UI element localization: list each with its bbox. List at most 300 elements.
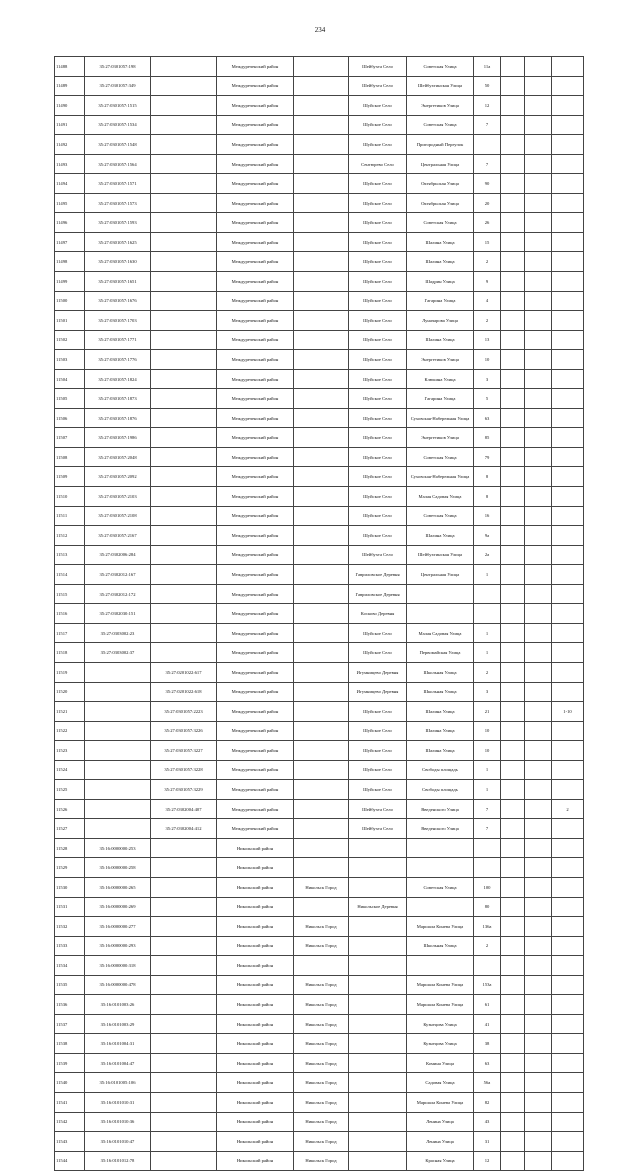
cadastral-number-alt-cell (151, 506, 217, 526)
cadastral-number-alt-cell (151, 115, 217, 135)
street-cell: Шалина Улица (407, 232, 474, 252)
extra-cell (525, 506, 552, 526)
apartment-cell (552, 487, 584, 507)
apartment-cell (552, 662, 584, 682)
row-number-cell: 11533 (55, 936, 85, 956)
city-cell (294, 682, 349, 702)
street-cell: Луначарова Улица (407, 311, 474, 331)
extra-cell (525, 858, 552, 878)
cadastral-number-cell: 35:27:0301057:1703 (85, 311, 151, 331)
apartment-cell (552, 584, 584, 604)
cadastral-number-alt-cell (151, 838, 217, 858)
table-row (55, 760, 584, 780)
apartment-cell (552, 897, 584, 917)
settlement-cell: Никольское Деревня (349, 897, 407, 917)
table-row (55, 1053, 584, 1073)
extra-cell (525, 213, 552, 233)
street-cell: Малая Садовая Улица (407, 487, 474, 507)
extra-cell (525, 96, 552, 116)
apartment-cell (552, 877, 584, 897)
apartment-cell (552, 682, 584, 702)
table-row (55, 623, 584, 643)
city-cell (294, 154, 349, 174)
district-cell: Никольский район (217, 917, 294, 937)
row-number-cell: 11542 (55, 1112, 85, 1132)
house-cell: 1 (474, 780, 501, 800)
row-number-cell: 11530 (55, 877, 85, 897)
cadastral-number-alt-cell (151, 565, 217, 585)
settlement-cell (349, 1112, 407, 1132)
cadastral-number-cell: 35:27:0301057:198 (85, 57, 151, 77)
table-row (55, 447, 584, 467)
row-number-cell: 11522 (55, 721, 85, 741)
street-cell: Школьная Улица (407, 936, 474, 956)
table-row (55, 311, 584, 331)
extra-cell (525, 917, 552, 937)
house-cell: 85 (474, 428, 501, 448)
apartment-cell (552, 917, 584, 937)
cadastral-number-alt-cell (151, 526, 217, 546)
cadastral-number-cell: 35:16:0101004:31 (85, 1034, 151, 1054)
cadastral-number-alt-cell (151, 96, 217, 116)
table-row (55, 389, 584, 409)
row-number-cell: 11544 (55, 1151, 85, 1171)
city-cell: Никольск Город (294, 1014, 349, 1034)
city-cell (294, 819, 349, 839)
cadastral-number-cell: 35:27:0301057:1573 (85, 193, 151, 213)
building-cell (501, 330, 525, 350)
city-cell (294, 721, 349, 741)
cadastral-number-cell: 35:27:0301057:1548 (85, 135, 151, 155)
cadastral-number-cell: 35:27:0301057:1776 (85, 350, 151, 370)
city-cell: Никольск Город (294, 1132, 349, 1152)
extra-cell (525, 193, 552, 213)
district-cell: Междуреченский район (217, 76, 294, 96)
city-cell (294, 193, 349, 213)
street-cell: Маршала Конева Улица (407, 1092, 474, 1112)
apartment-cell (552, 760, 584, 780)
table-row (55, 956, 584, 976)
street-cell: Свободы площадь (407, 780, 474, 800)
cadastral-number-cell: 35:27:0301057:1630 (85, 252, 151, 272)
settlement-cell: Игумницево Деревня (349, 662, 407, 682)
apartment-cell (552, 57, 584, 77)
district-cell: Никольский район (217, 956, 294, 976)
table-row (55, 115, 584, 135)
cadastral-number-cell: 35:16:0000000:269 (85, 897, 151, 917)
building-cell (501, 447, 525, 467)
row-number-cell: 11493 (55, 154, 85, 174)
settlement-cell: Шуйское Село (349, 174, 407, 194)
cadastral-number-alt-cell (151, 154, 217, 174)
apartment-cell (552, 232, 584, 252)
house-cell: 31 (474, 1132, 501, 1152)
street-cell (407, 584, 474, 604)
cadastral-number-alt-cell: 35:27:0301057:3229 (151, 780, 217, 800)
cadastral-number-cell: 35:27:0301057:1876 (85, 408, 151, 428)
table-row (55, 584, 584, 604)
city-cell (294, 311, 349, 331)
extra-cell (525, 447, 552, 467)
settlement-cell: Сентюрево Село (349, 154, 407, 174)
building-cell (501, 213, 525, 233)
apartment-cell (552, 1073, 584, 1093)
extra-cell (525, 995, 552, 1015)
table-row (55, 662, 584, 682)
row-number-cell: 11543 (55, 1132, 85, 1152)
cadastral-number-alt-cell (151, 467, 217, 487)
settlement-cell: Шуйское Село (349, 232, 407, 252)
cadastral-number-alt-cell (151, 369, 217, 389)
building-cell (501, 252, 525, 272)
district-cell: Никольский район (217, 897, 294, 917)
table-row (55, 96, 584, 116)
cadastral-number-alt-cell: 35:27:0302004:412 (151, 819, 217, 839)
apartment-cell (552, 408, 584, 428)
house-cell: 8 (474, 467, 501, 487)
table-row (55, 174, 584, 194)
street-cell: Советская Улица (407, 115, 474, 135)
apartment-cell (552, 252, 584, 272)
row-number-cell: 11499 (55, 272, 85, 292)
district-cell: Междуреченский район (217, 741, 294, 761)
row-number-cell: 11534 (55, 956, 85, 976)
extra-cell (525, 291, 552, 311)
extra-cell (525, 154, 552, 174)
row-number-cell: 11488 (55, 57, 85, 77)
street-cell: Школьная Улица (407, 662, 474, 682)
street-cell: Гагарина Улица (407, 389, 474, 409)
cadastral-number-cell: 35:16:0101010:36 (85, 1112, 151, 1132)
settlement-cell (349, 1014, 407, 1034)
cadastral-number-alt-cell (151, 389, 217, 409)
city-cell (294, 799, 349, 819)
street-cell: Шалина Улица (407, 721, 474, 741)
building-cell (501, 936, 525, 956)
extra-cell (525, 545, 552, 565)
apartment-cell (552, 96, 584, 116)
building-cell (501, 389, 525, 409)
apartment-cell (552, 115, 584, 135)
cadastral-number-cell: 35:27:0301057:1534 (85, 115, 151, 135)
row-number-cell: 11515 (55, 584, 85, 604)
cadastral-number-cell (85, 682, 151, 702)
extra-cell (525, 428, 552, 448)
building-cell (501, 799, 525, 819)
street-cell: Красная Улица (407, 1151, 474, 1171)
house-cell: 10 (474, 741, 501, 761)
apartment-cell (552, 76, 584, 96)
cadastral-number-alt-cell (151, 57, 217, 77)
row-number-cell: 11529 (55, 858, 85, 878)
house-cell: 13 (474, 330, 501, 350)
house-cell: 41 (474, 1014, 501, 1034)
row-number-cell: 11523 (55, 741, 85, 761)
cadastral-number-alt-cell (151, 995, 217, 1015)
cadastral-number-cell: 35:27:0302006:284 (85, 545, 151, 565)
cadastral-number-alt-cell: 35:27:0201022:617 (151, 662, 217, 682)
house-cell: 9а (474, 526, 501, 546)
cadastral-number-alt-cell (151, 975, 217, 995)
city-cell (294, 447, 349, 467)
house-cell: 5 (474, 389, 501, 409)
street-cell: Маршала Конева Улица (407, 917, 474, 937)
settlement-cell: Шуйское Село (349, 408, 407, 428)
house-cell: 1 (474, 623, 501, 643)
cadastral-number-cell: 35:27:0302012:172 (85, 584, 151, 604)
settlement-cell: Шуйское Село (349, 467, 407, 487)
city-cell (294, 467, 349, 487)
cadastral-number-alt-cell: 35:27:0301057:3228 (151, 760, 217, 780)
street-cell: Гагарина Улица (407, 291, 474, 311)
street-cell: Маршала Конева Улица (407, 995, 474, 1015)
extra-cell (525, 662, 552, 682)
district-cell: Междуреченский район (217, 428, 294, 448)
building-cell (501, 956, 525, 976)
extra-cell (525, 1112, 552, 1132)
city-cell (294, 741, 349, 761)
cadastral-number-alt-cell (151, 272, 217, 292)
cadastral-number-cell: 35:16:0101005:106 (85, 1073, 151, 1093)
district-cell: Междуреченский район (217, 545, 294, 565)
street-cell: Ленина Улица (407, 1132, 474, 1152)
city-cell (294, 350, 349, 370)
building-cell (501, 428, 525, 448)
city-cell: Никольск Город (294, 917, 349, 937)
extra-cell (525, 311, 552, 331)
extra-cell (525, 604, 552, 624)
street-cell: Суховская-Набережная Улица (407, 467, 474, 487)
cadastral-number-cell: 35:27:0301057:1564 (85, 154, 151, 174)
table-row (55, 1073, 584, 1093)
cadastral-number-cell: 35:16:0000000:318 (85, 956, 151, 976)
district-cell: Никольский район (217, 1112, 294, 1132)
extra-cell (525, 467, 552, 487)
extra-cell (525, 1014, 552, 1034)
settlement-cell (349, 1151, 407, 1171)
house-cell (474, 584, 501, 604)
extra-cell (525, 897, 552, 917)
cadastral-number-cell: 35:16:0000000:293 (85, 936, 151, 956)
cadastral-number-cell (85, 702, 151, 722)
cadastral-number-alt-cell (151, 936, 217, 956)
street-cell: Шалина Улица (407, 702, 474, 722)
cadastral-number-cell: 35:16:0000000:277 (85, 917, 151, 937)
house-cell: 9 (474, 272, 501, 292)
house-cell: 100 (474, 877, 501, 897)
building-cell (501, 193, 525, 213)
extra-cell (525, 643, 552, 663)
cadastral-number-cell: 35:27:0301057:1873 (85, 389, 151, 409)
table-row (55, 506, 584, 526)
city-cell (294, 858, 349, 878)
table-row (55, 1092, 584, 1112)
settlement-cell: Шуйское Село (349, 643, 407, 663)
row-number-cell: 11516 (55, 604, 85, 624)
settlement-cell: Шуйское Село (349, 330, 407, 350)
building-cell (501, 154, 525, 174)
street-cell: Ленина Улица (407, 1112, 474, 1132)
city-cell (294, 408, 349, 428)
city-cell (294, 330, 349, 350)
street-cell: Суховская-Набережная Улица (407, 408, 474, 428)
cadastral-number-cell: 35:16:0101003:29 (85, 1014, 151, 1034)
cadastral-number-cell: 35:27:0301057:1824 (85, 369, 151, 389)
cadastral-number-alt-cell (151, 447, 217, 467)
extra-cell (525, 330, 552, 350)
building-cell (501, 174, 525, 194)
district-cell: Междуреченский район (217, 526, 294, 546)
house-cell: 43 (474, 1112, 501, 1132)
cadastral-number-alt-cell: 35:27:0302004:407 (151, 799, 217, 819)
row-number-cell: 11502 (55, 330, 85, 350)
district-cell: Никольский район (217, 1092, 294, 1112)
city-cell: Никольск Город (294, 1092, 349, 1112)
cadastral-number-cell (85, 799, 151, 819)
street-cell: Советская Улица (407, 447, 474, 467)
settlement-cell (349, 1053, 407, 1073)
cadastral-number-cell: 35:16:0101003:26 (85, 995, 151, 1015)
cadastral-number-cell (85, 662, 151, 682)
building-cell (501, 76, 525, 96)
settlement-cell: Гавриловское Деревня (349, 565, 407, 585)
extra-cell (525, 975, 552, 995)
building-cell (501, 975, 525, 995)
building-cell (501, 1014, 525, 1034)
district-cell: Никольский район (217, 995, 294, 1015)
cadastral-number-cell: 35:16:0101010:31 (85, 1092, 151, 1112)
table-row (55, 604, 584, 624)
row-number-cell: 11528 (55, 838, 85, 858)
street-cell: Шалина Улица (407, 741, 474, 761)
extra-cell (525, 682, 552, 702)
row-number-cell: 11535 (55, 975, 85, 995)
district-cell: Междуреченский район (217, 487, 294, 507)
street-cell (407, 838, 474, 858)
street-cell: Энергетиков Улица (407, 428, 474, 448)
extra-cell (525, 350, 552, 370)
settlement-cell (349, 936, 407, 956)
house-cell: 11а (474, 57, 501, 77)
city-cell: Никольск Город (294, 1034, 349, 1054)
building-cell (501, 1053, 525, 1073)
settlement-cell: Шуйское Село (349, 623, 407, 643)
cadastral-number-alt-cell (151, 487, 217, 507)
settlement-cell: Гавриловское Деревня (349, 584, 407, 604)
table-row (55, 193, 584, 213)
city-cell (294, 526, 349, 546)
building-cell (501, 643, 525, 663)
city-cell (294, 174, 349, 194)
settlement-cell (349, 1092, 407, 1112)
row-number-cell: 11541 (55, 1092, 85, 1112)
street-cell: Центральная Улица (407, 565, 474, 585)
street-cell: Введенского Улица (407, 819, 474, 839)
cadastral-number-alt-cell (151, 1034, 217, 1054)
row-number-cell: 11490 (55, 96, 85, 116)
district-cell: Междуреченский район (217, 311, 294, 331)
building-cell (501, 506, 525, 526)
cadastral-number-cell: 35:16:0000000:253 (85, 838, 151, 858)
house-cell: 153а (474, 975, 501, 995)
cadastral-number-alt-cell (151, 1092, 217, 1112)
building-cell (501, 819, 525, 839)
district-cell: Междуреченский район (217, 252, 294, 272)
cadastral-number-alt-cell (151, 623, 217, 643)
street-cell (407, 858, 474, 878)
extra-cell (525, 936, 552, 956)
table-row (55, 330, 584, 350)
street-cell (407, 897, 474, 917)
city-cell (294, 389, 349, 409)
district-cell: Междуреченский район (217, 682, 294, 702)
cadastral-number-alt-cell (151, 193, 217, 213)
table-row (55, 369, 584, 389)
district-cell: Междуреченский район (217, 799, 294, 819)
cadastral-number-cell: 35:16:0000000:478 (85, 975, 151, 995)
row-number-cell: 11536 (55, 995, 85, 1015)
street-cell: Первомайская Улица (407, 643, 474, 663)
house-cell: 38 (474, 1034, 501, 1054)
cadastral-number-cell: 35:27:0301057:1571 (85, 174, 151, 194)
table-row (55, 232, 584, 252)
street-cell: Пригородный Переулок (407, 135, 474, 155)
apartment-cell (552, 135, 584, 155)
apartment-cell (552, 1014, 584, 1034)
house-cell: 7 (474, 154, 501, 174)
district-cell: Никольский район (217, 1151, 294, 1171)
row-number-cell: 11492 (55, 135, 85, 155)
street-cell: Энергетиков Улица (407, 96, 474, 116)
street-cell (407, 604, 474, 624)
house-cell: 90 (474, 174, 501, 194)
apartment-cell (552, 389, 584, 409)
cadastral-number-alt-cell (151, 877, 217, 897)
street-cell: Комина Улица (407, 1053, 474, 1073)
house-cell: 2 (474, 662, 501, 682)
district-cell: Никольский район (217, 975, 294, 995)
city-cell (294, 252, 349, 272)
apartment-cell (552, 643, 584, 663)
table-row (55, 350, 584, 370)
settlement-cell (349, 858, 407, 878)
settlement-cell: Шуйское Село (349, 741, 407, 761)
city-cell: Никольск Город (294, 995, 349, 1015)
row-number-cell: 11497 (55, 232, 85, 252)
settlement-cell: Шуйское Село (349, 311, 407, 331)
extra-cell (525, 487, 552, 507)
cadastral-number-alt-cell: 35:27:0301057:3227 (151, 741, 217, 761)
building-cell (501, 467, 525, 487)
cadastral-number-alt-cell (151, 76, 217, 96)
settlement-cell: Шейбухта Село (349, 57, 407, 77)
cadastral-number-alt-cell (151, 330, 217, 350)
house-cell: 20 (474, 193, 501, 213)
house-cell: 1 (474, 643, 501, 663)
row-number-cell: 11491 (55, 115, 85, 135)
district-cell: Междуреченский район (217, 780, 294, 800)
building-cell (501, 877, 525, 897)
row-number-cell: 11498 (55, 252, 85, 272)
apartment-cell (552, 956, 584, 976)
street-cell: Шадрин Улица (407, 272, 474, 292)
city-cell (294, 956, 349, 976)
extra-cell (525, 780, 552, 800)
building-cell (501, 565, 525, 585)
settlement-cell: Шуйское Село (349, 428, 407, 448)
cadastral-number-cell: 35:16:0000000:258 (85, 858, 151, 878)
table-row (55, 799, 584, 819)
